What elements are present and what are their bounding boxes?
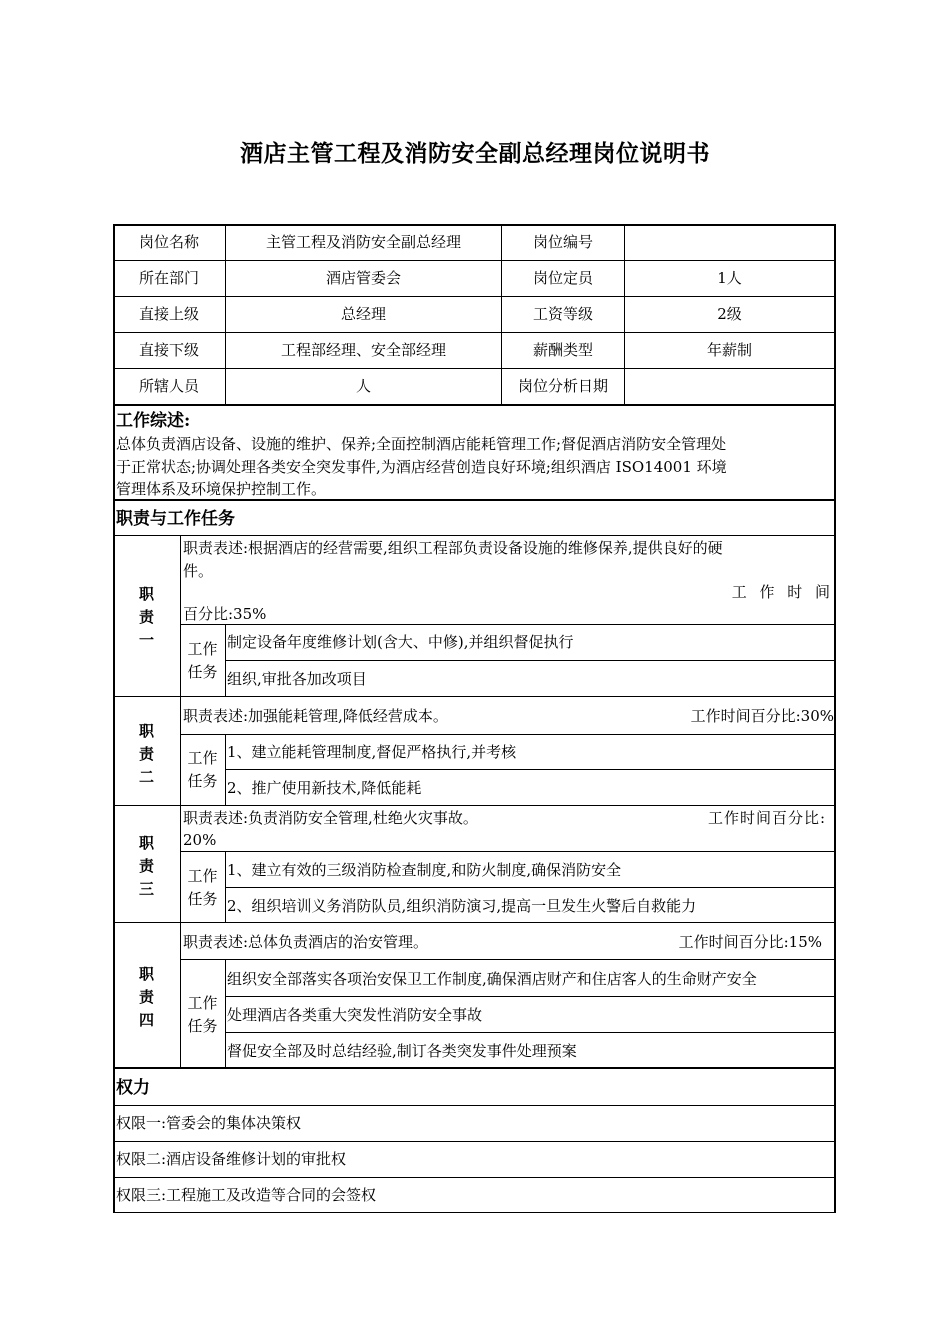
- task-item: 2、推广使用新技术,降低能耗: [227, 779, 422, 797]
- task-item: 处理酒店各类重大突发性消防安全事故: [227, 1006, 483, 1024]
- duty-time-percent: 百分比:35%: [183, 605, 267, 623]
- value-salary-grade: 2级: [717, 305, 742, 323]
- duty-description: 职责表述:加强能耗管理,降低经营成本。: [183, 707, 448, 725]
- task-label: 工作 任务: [187, 994, 218, 1035]
- value-headcount: 1人: [717, 269, 742, 287]
- page-title: 酒店主管工程及消防安全副总经理岗位说明书: [240, 140, 710, 167]
- task-item: 组织安全部落实各项治安保卫工作制度,确保酒店财产和住店客人的生命财产安全: [227, 970, 757, 988]
- duty-description: 件。: [183, 562, 214, 580]
- duty-description: 职责表述:根据酒店的经营需要,组织工程部负责设备设施的维修保养,提供良好的硬: [183, 539, 723, 557]
- summary-line: 于正常状态;协调处理各类安全突发事件,为酒店经营创造良好环境;组织酒店 ISO14001 环境: [116, 458, 727, 476]
- value-department: 酒店管委会: [325, 269, 401, 287]
- value-position-name: 主管工程及消防安全副总经理: [265, 233, 461, 251]
- task-item: 制定设备年度维修计划(含大、中修),并组织督促执行: [227, 633, 574, 651]
- duty-description: 职责表述:负责消防安全管理,杜绝火灾事故。: [183, 809, 478, 827]
- duty-time-percent: 工作时间百分比:15%: [678, 933, 822, 951]
- value-subordinates: 工程部经理、安全部经理: [280, 341, 446, 359]
- value-pay-type: 年薪制: [706, 341, 752, 359]
- duty-label: 职 责 四: [138, 965, 154, 1029]
- label-salary-grade: 工资等级: [532, 305, 593, 323]
- task-item: 2、组织培训义务消防队员,组织消防演习,提高一旦发生火警后自救能力: [227, 897, 697, 915]
- label-position-code: 岗位编号: [532, 233, 593, 251]
- power-item: 权限一:管委会的集体决策权: [116, 1114, 302, 1132]
- duty-time-percent: 工作时间百分比:30%: [690, 707, 834, 725]
- label-pay-type: 薪酬类型: [532, 341, 593, 359]
- task-label: 工作 任务: [187, 867, 218, 908]
- duty-time-percent: 20%: [183, 831, 217, 849]
- power-item: 权限三:工程施工及改造等合同的会签权: [116, 1186, 377, 1204]
- task-label: 工作 任务: [187, 749, 218, 790]
- task-item: 督促安全部及时总结经验,制订各类突发事件处理预案: [227, 1042, 577, 1060]
- label-supervisor: 直接上级: [138, 305, 199, 323]
- value-supervisor: 总经理: [340, 305, 386, 323]
- summary-line: 管理体系及环境保护控制工作。: [116, 480, 327, 498]
- duty-label: 职 责 三: [138, 834, 154, 898]
- label-department: 所在部门: [138, 269, 199, 287]
- label-subordinates: 直接下级: [138, 341, 199, 359]
- label-headcount: 岗位定员: [532, 269, 593, 287]
- task-item: 组织,审批各加改项目: [227, 670, 367, 688]
- duties-heading: 职责与工作任务: [116, 509, 235, 529]
- task-item: 1、建立能耗管理制度,督促严格执行,并考核: [227, 743, 517, 761]
- power-heading: 权力: [116, 1078, 150, 1098]
- label-position-name: 岗位名称: [138, 233, 199, 251]
- summary-line: 总体负责酒店设备、设施的维护、保养;全面控制酒店能耗管理工作;督促酒店消防安全管理处: [116, 435, 727, 453]
- job-description-table: [113, 224, 836, 1213]
- duty-time-label: 工 作 时 间: [731, 583, 834, 601]
- duty-description: 职责表述:总体负责酒店的治安管理。: [183, 933, 429, 951]
- task-label: 工作 任务: [187, 640, 218, 681]
- label-analysis-date: 岗位分析日期: [517, 377, 608, 395]
- duty-label: 职 责 一: [138, 585, 154, 649]
- summary-heading: 工作综述:: [116, 411, 191, 431]
- value-staff: 人: [355, 377, 371, 395]
- duty-time-label: 工作时间百分比:: [707, 809, 826, 827]
- power-item: 权限二:酒店设备维修计划的审批权: [116, 1150, 347, 1168]
- task-item: 1、建立有效的三级消防检查制度,和防火制度,确保消防安全: [227, 861, 622, 879]
- label-staff: 所辖人员: [138, 377, 199, 395]
- duty-label: 职 责 二: [138, 722, 154, 786]
